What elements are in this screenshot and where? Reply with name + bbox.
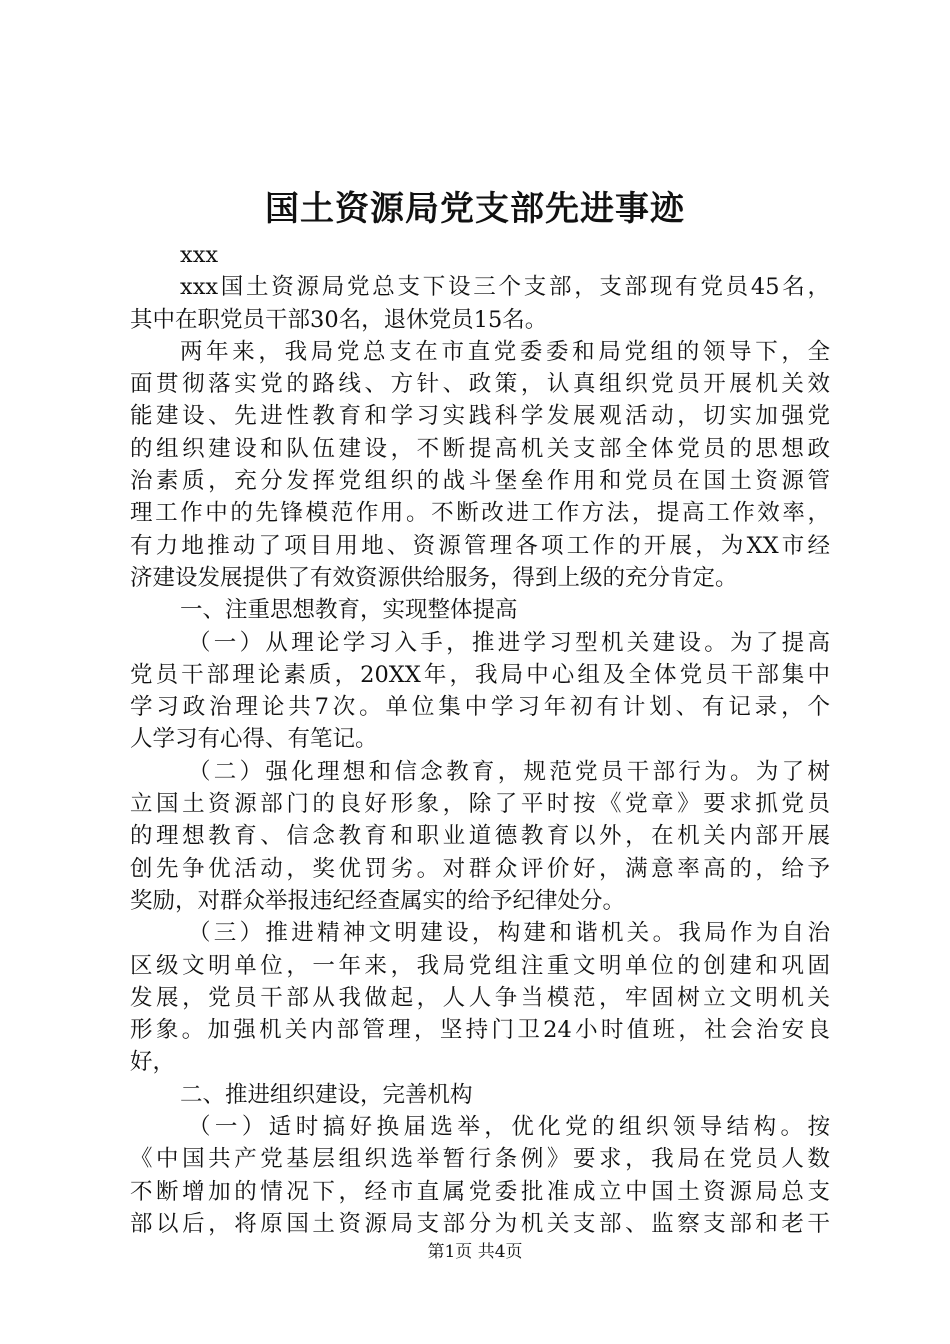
- text-line: 其中在职党员干部30名，退休党员15名。: [130, 306, 548, 333]
- text-line: 的组织建设和队伍建设，不断提高机关支部全体党员的思想政: [130, 435, 830, 462]
- text-line: 不断增加的情况下，经市直属党委批准成立中国土资源局总支: [130, 1178, 830, 1205]
- section-heading: 二、推进组织建设，完善机构: [180, 1081, 473, 1108]
- author-line: xxx: [180, 242, 219, 268]
- section-heading: 一、注重思想教育，实现整体提高: [180, 597, 518, 624]
- text-line: （二）强化理想和信念教育，规范党员干部行为。为了树: [188, 758, 830, 785]
- text-line: 有力地推动了项目用地、资源管理各项工作的开展，为XX市经: [130, 532, 830, 559]
- text-line: 治素质，充分发挥党组织的战斗堡垒作用和党员在国土资源管: [130, 468, 830, 495]
- text-line: xxx国土资源局党总支下设三个支部，支部现有党员45名，: [180, 274, 830, 301]
- text-line: 面贯彻落实党的路线、方针、政策，认真组织党员开展机关效: [130, 371, 830, 398]
- text-line: 形象。加强机关内部管理，坚持门卫24小时值班，社会治安良: [130, 1017, 830, 1044]
- text-line: 党员干部理论素质，20XX年，我局中心组及全体党员干部集中: [130, 661, 830, 688]
- text-line: 的理想教育、信念教育和职业道德教育以外，在机关内部开展: [130, 823, 830, 850]
- text-line: （一）适时搞好换届选举，优化党的组织领导结构。按: [188, 1114, 830, 1141]
- text-line: 人学习有心得、有笔记。: [130, 726, 378, 753]
- text-line: 发展，党员干部从我做起，人人争当模范，牢固树立文明机关: [130, 984, 830, 1011]
- text-line: 立国土资源部门的良好形象，除了平时按《党章》要求抓党员: [130, 791, 830, 818]
- text-line: 济建设发展提供了有效资源供给服务，得到上级的充分肯定。: [130, 564, 738, 591]
- document-title: 国土资源局党支部先进事迹: [265, 189, 685, 229]
- text-line: 奖励，对群众举报违纪经查属实的给予纪律处分。: [130, 887, 626, 914]
- text-line: 《中国共产党基层组织选举暂行条例》要求，我局在党员人数: [130, 1146, 830, 1173]
- text-line: 学习政治理论共7次。单位集中学习年初有计划、有记录，个: [130, 694, 830, 721]
- text-line: 部以后，将原国土资源局支部分为机关支部、监察支部和老干: [130, 1210, 830, 1237]
- text-line: （三）推进精神文明建设，构建和谐机关。我局作为自治: [188, 920, 830, 947]
- text-line: 创先争优活动，奖优罚劣。对群众评价好，满意率高的，给予: [130, 855, 830, 882]
- text-line: 能建设、先进性教育和学习实践科学发展观活动，切实加强党: [130, 403, 830, 430]
- page-footer: 第1页 共4页: [427, 1242, 523, 1262]
- text-line: 理工作中的先锋模范作用。不断改进工作方法，提高工作效率，: [130, 500, 830, 527]
- text-line: （一）从理论学习入手，推进学习型机关建设。为了提高: [188, 629, 830, 656]
- text-line: 两年来，我局党总支在市直党委委和局党组的领导下，全: [180, 338, 830, 365]
- document-body: [130, 239, 830, 1240]
- text-line: 区级文明单位，一年来，我局党组注重文明单位的创建和巩固: [130, 952, 830, 979]
- text-line: 好，: [130, 1049, 176, 1076]
